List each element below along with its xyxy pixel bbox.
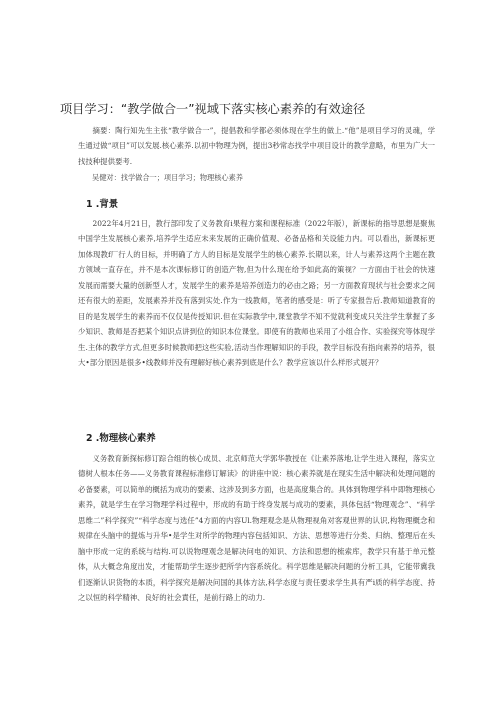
section-heading-background: 1 .背景	[86, 199, 119, 210]
section-heading-physics-literacy: 2 .物理核心素养	[86, 433, 156, 444]
background-paragraph: 2022年4月21日，教行部印发了义务教育i果程方案和课程标准（2022年版），新课标的指导思想是聚焦中国学生发展核心素养,培养学生适应未来发展的正确价值观、必备品格和关设能力内。可以看出，新课标更加体现教f厂行人的目标，并明确了方人的目标是发展学生的核心素养.长期以来，计人与素养这两个主题在教方领域一直存在，并不是本次课标修订的创造产物,但为什么现在给予如此高的策视？一方面由于社会的快速发展而需要大量的创新型人才，发展学生的素养是培养创造力的必由之路；另一方面教育现状与社会要求之间还有很大的差距，发展素养并没有落到实处.作为一线教师，笔者的感受是：听了专家报告后.教师知道教育的目的是发展学生的素养而不仅仅是传授知识.但在实际教学中,课堂教学不知不觉就利变成只关注学生掌握了多少知识、教师是否把某个知识点讲到位的知识本位课堂。即使有的教师也采用了小组合作、实验探究等体现学生.主体的教学方式,但更多时候教师把这些实验,活动当作理解知识的手段，教学目标没有指向素养的培养，很大•部分原因是很多•线教师并没有理解好核心素养到底是什么？教学应该以什么样形式展开？	[78, 219, 435, 368]
keywords-line: 吴健对：找学做合一；项目学习；物理核心素养	[92, 173, 243, 182]
page-title: 项目学习：“教学做合一”视域下落实核心素养的有效途径	[60, 102, 366, 116]
abstract-paragraph: 摘要：陶行知先生主张“教学做合一”，提倡教和学都必须体现在学生的做上.“他”是项目学习的灵魂，学生通过做“项目”可以发展.核心素养.以初中物理为例，提出3秒常态找学中项目设计的教学意略，布里为广大一找技种提供要考.	[78, 126, 435, 166]
physics-literacy-paragraph: 义务教育新探标修订踪合组的核心成员、北京师范大学郭华教授在《让素养落地,让学生进入课程，落实立德树人根本任务——义务教育课程标准修订解读》的讲座中说：核心素养就是在现实生活中解决和处理问题的必备要素，可以简单的概括为成功的要素、这涉及到多方面，也是高度集合的。具体到物理学科中即物理核心素养，就是学生在学习物理学科过程中，形成的有助于终身发展与成功的要素，具体包括“物理观念”、“科学思维二”科学探究”“科学态度与选任”4方面的内容Ul.物理观念是从物理视角对客观世界的认识,构物理概念和规律在头脑中的提炼与升华•是学生对所学的物理内容包括知识、方法、思想等进行分类、归纳、整理后在头脑中形成一定的系统与结构.可以说物理观念是解决问电的知识、方法和思想的梳索库，教学只有基于单元整体，从大概念角度出发，才能帮助学生逐步把所学内容系统化。科学思维是解决问题的分析工具，它能带冀我们逐渐认识货物的本质，科学探究是解决问国的具体方法,科学态度与责任要求学生具有严i质的科学态度、持之以恒的科学精神、良好的社会責任，是前行路上的动力.	[78, 454, 435, 603]
